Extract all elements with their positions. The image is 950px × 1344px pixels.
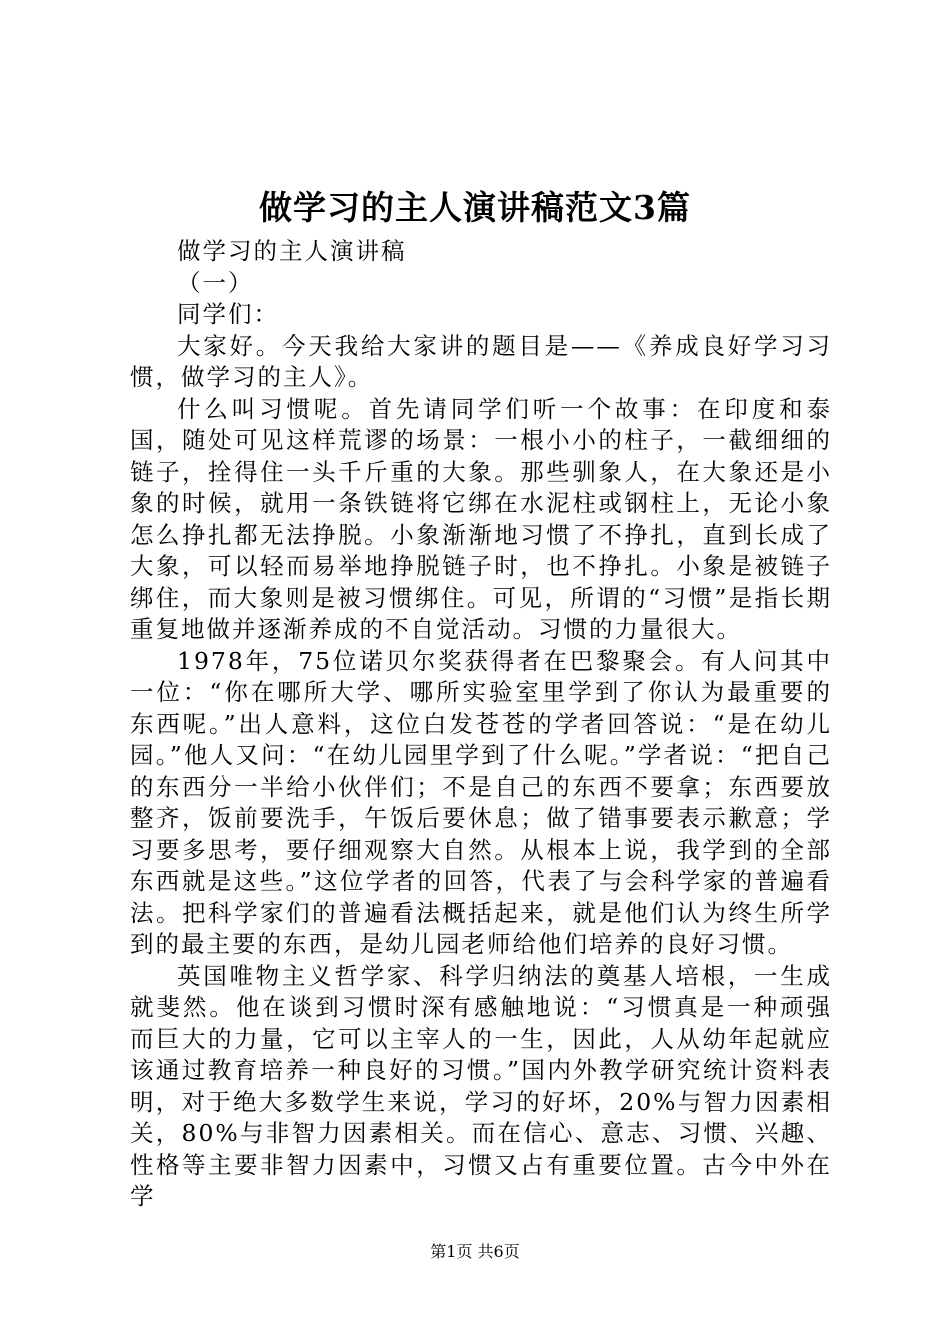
paragraph-section-number: （一）: [177, 268, 254, 297]
paragraph-salutation: 同学们：: [177, 300, 279, 328]
document-body: [130, 236, 832, 1213]
paragraph-greeting: 大家好。今天我给大家讲的题目是——《养成良好学习习惯，做学习的主人》。: [130, 331, 832, 391]
document-title: 做学习的主人演讲稿范文3篇: [259, 188, 691, 227]
paragraph-bacon-quote: 英国唯物主义哲学家、科学归纳法的奠基人培根，一生成就斐然。他在谈到习惯时深有感触地说：“习惯真是一种顽强而巨大的力量，它可以主宰人的一生，因此，人从幼年起就应该通过教育培养一种良好的习惯。”国内外教学研究统计资料表明，对于绝大多数学生来说，学习的好坏，20%与智力因素相关，80%与非智力因素相关。而在信心、意志、习惯、兴趣、性格等主要非智力因素中，习惯又占有重要位置。古今中外在学: [130, 961, 832, 1210]
page-footer: 第1页 共6页: [430, 1242, 520, 1261]
paragraph-elephant-story: 什么叫习惯呢。首先请同学们听一个故事：在印度和泰国，随处可见这样荒谬的场景：一根小小的柱子，一截细细的链子，拴得住一头千斤重的大象。那些驯象人，在大象还是小象的时候，就用一条铁链将它绑在水泥柱或钢柱上，无论小象怎么挣扎都无法挣脱。小象渐渐地习惯了不挣扎，直到长成了大象，可以轻而易举地挣脱链子时，也不挣扎。小象是被链子绑住，而大象则是被习惯绑住。可见，所谓的“习惯”是指长期重复地做并逐渐养成的不自觉活动。习惯的力量很大。: [130, 394, 832, 643]
paragraph-nobel-story: 1978年，75位诺贝尔奖获得者在巴黎聚会。有人问其中一位：“你在哪所大学、哪所实验室里学到了你认为最重要的东西呢。”出人意料，这位白发苍苍的学者回答说：“是在幼儿园。”他人又问：“在幼儿园里学到了什么呢。”学者说：“把自己的东西分一半给小伙伴们；不是自己的东西不要拿；东西要放整齐，饭前要洗手，午饭后要休息；做了错事要表示歉意；学习要多思考，要仔细观察大自然。从根本上说，我学到的全部东西就是这些。”这位学者的回答，代表了与会科学家的普遍看法。把科学家们的普遍看法概括起来，就是他们认为终生所学到的最主要的东西，是幼儿园老师给他们培养的良好习惯。: [130, 646, 832, 958]
paragraph-subtitle: 做学习的主人演讲稿: [177, 237, 407, 265]
